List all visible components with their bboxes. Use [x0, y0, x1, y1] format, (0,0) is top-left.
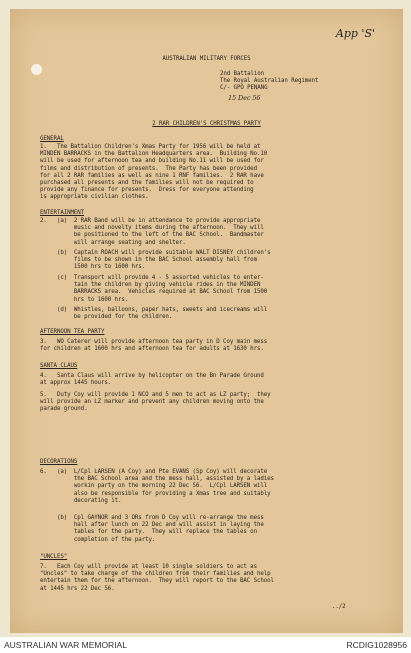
footer-item-id: RCDIG1028956	[346, 640, 407, 650]
text-line: also be responsible for providing a Xmas tree and suitably	[40, 490, 271, 497]
page-continuation-marker: ../2	[332, 604, 346, 610]
text-line: films to be shown in the BAC School assembly hall from	[40, 257, 257, 264]
text-line: (b) Captain ROACH will provide suitable WALT DISNEY children's	[40, 250, 271, 256]
text-line: for all 2 RAR families as well as nine 1 RNF families. 2 RAR have	[40, 172, 264, 179]
document-page	[10, 9, 403, 633]
footer-institution: AUSTRALIAN WAR MEMORIAL	[4, 640, 127, 650]
text-line: films and distribution of presents. The Party has been provided	[40, 165, 257, 172]
text-line: at 1445 hrs 22 Dec 56.	[40, 585, 115, 592]
text-line: (d) Whistles, balloons, paper hats, sweets and icecreams will	[40, 307, 268, 313]
text-line: for children at 1600 hrs and afternoon tea for adults at 1630 hrs.	[40, 346, 264, 353]
text-line: 7. Each Coy will provide at least 10 single soldiers to act as	[40, 564, 257, 570]
text-line: 4. Santa Claus will arrive by helicopter on the Bn Parade Ground	[40, 373, 264, 379]
text-line: parade ground.	[40, 406, 88, 413]
section-santa-heading: SANTA CLAUS	[40, 363, 78, 369]
handwritten-date: 15 Dec 56	[228, 94, 261, 102]
section-general-heading: GENERAL	[40, 136, 64, 142]
unit-line-1: 2nd Battalion	[220, 71, 265, 77]
text-line: workin party on the morning 22 Dec 56. L/Cpl LARSEN will	[40, 483, 268, 490]
unit-line-3: C/- GPO PENANG	[220, 85, 268, 91]
section-afternoon-tea-heading: AFTERNOON TEA PARTY	[40, 329, 105, 335]
text-line: 2. (a) 2 RAR Band will be in attendance to provide appropriate	[40, 218, 261, 224]
archive-footer	[0, 637, 411, 653]
text-line: BARRACKS area. Vehicles required at BAC School from 1500	[40, 289, 268, 296]
text-line: 5. Duty Coy will provide 1 NCO and 5 men to act as LZ party; they	[40, 392, 271, 398]
unit-line-2: The Royal Australian Regiment	[220, 78, 319, 84]
organisation-heading: AUSTRALIAN MILITARY FORCES	[162, 56, 251, 62]
text-line: at approx 1445 hours.	[40, 380, 112, 387]
section-decorations-heading: DECORATIONS	[40, 459, 78, 465]
section-entertainment-heading: ENTERTAINMENT	[40, 210, 85, 216]
text-line: "Uncles" to take charge of the children from their families and help	[40, 571, 271, 578]
text-line: be positioned to the left of the BAC School. Bandmaster	[40, 232, 264, 239]
text-line: will arrange seating and shelter.	[40, 239, 186, 246]
text-line: (b) Cpl GAYNOR and 3 ORs from D Coy will re-arrange the mess	[40, 515, 264, 521]
text-line: the BAC School area and the mess hall, assisted by a ladies	[40, 476, 274, 483]
document-title: 2 RAR CHILDREN'S CHRISTMAS PARTY	[152, 121, 261, 127]
text-line: is appropriate civilian clothes.	[40, 194, 149, 201]
handwritten-reference: App 'S'	[335, 27, 375, 40]
punch-hole	[31, 64, 42, 75]
text-line: 1. The Battalion Children's Xmas Party for 1956 will be held at	[40, 144, 261, 150]
text-line: 6. (a) L/Cpl LARSEN (A Coy) and Pte EVANS (Sp Coy) will decorate	[40, 469, 268, 475]
text-line: provide any finance for presents. Dress for everyone attending	[40, 187, 254, 194]
text-line: will be used for afternoon tea and building No.11 will be used for	[40, 158, 264, 165]
text-line: be provided for the children.	[40, 314, 173, 321]
text-line: decorating it.	[40, 497, 122, 504]
text-line: entertain them for the afternoon. They will report to the BAC School	[40, 578, 274, 585]
text-line: 1500 hrs to 1600 hrs.	[40, 264, 146, 271]
text-line: hall after lunch on 22 Dec and will assist in laying the	[40, 522, 264, 529]
text-line: (c) Transport will provide 4 - 5 assorted vehicles to enter-	[40, 275, 264, 281]
text-line: hrs to 1600 hrs.	[40, 296, 129, 303]
section-uncles-heading: "UNCLES"	[40, 554, 68, 560]
text-line: 3. WO Caterer will provide afternoon tea party in D Coy main mess	[40, 339, 268, 345]
text-line: purchased all presents and the families will not be required to	[40, 180, 254, 186]
text-line: MINDEN BARRACKS in the Battalion Headquarters area. Building No.10	[40, 151, 268, 158]
text-line: completion of the party.	[40, 536, 156, 543]
text-line: music and novelty items during the afternoon. They will	[40, 225, 264, 232]
text-line: tables for the party. They will replace the tables on	[40, 529, 257, 536]
text-line: will provide an LZ marker and prevent any children moving onto the	[40, 399, 264, 406]
text-line: tain the children by giving vehicle rides in the MINDEN	[40, 282, 261, 289]
